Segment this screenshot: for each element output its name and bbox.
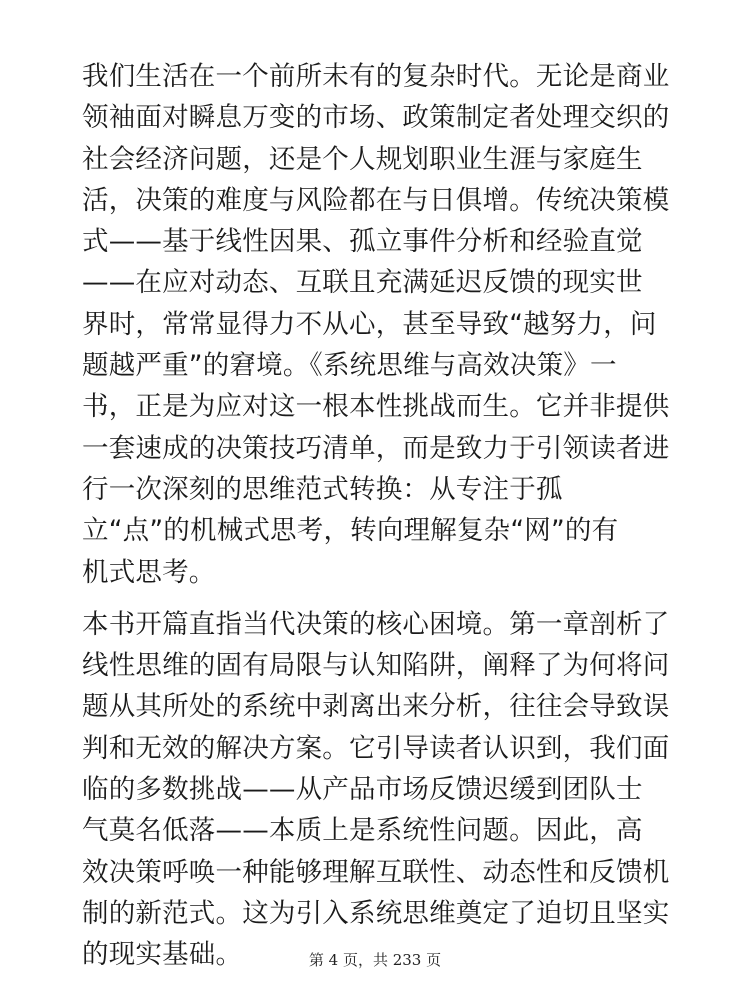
text-line: 书，正是为应对这一根本性挑战而生。它并非提供 (82, 391, 670, 423)
text-line: 领袖面对瞬息万变的市场、政策制定者处理交织的 (82, 102, 670, 134)
text-line: 我们生活在一个前所未有的复杂时代。无论是商业 (82, 61, 670, 92)
text-line: 的现实基础。 (82, 939, 243, 971)
paragraph-2 (82, 604, 682, 976)
text-line: 线性思维的固有局限与认知陷阱，阐释了为何将问 (82, 650, 670, 682)
text-line: 题从其所处的系统中剥离出来分析，往往会导致误 (82, 691, 670, 723)
page-number-footer: 第 4 页，共 233 页 (308, 951, 442, 969)
text-line: 一套速成的决策技巧清单，而是致力于引领读者进 (82, 432, 670, 464)
text-line: 社会经济问题，还是个人规划职业生涯与家庭生 (82, 143, 643, 175)
text-line: 效决策呼唤一种能够理解互联性、动态性和反馈机 (82, 856, 670, 888)
text-line: 临的多数挑战——从产品市场反馈迟缓到团队士 (82, 774, 643, 806)
text-line: 制的新范式。这为引入系统思维奠定了迫切且坚实 (82, 897, 670, 929)
text-line: 立“点”的机械式思考，转向理解复杂“网”的有 (82, 515, 619, 547)
text-line: 气莫名低落——本质上是系统性问题。因此，高 (82, 815, 643, 847)
text-line: 界时，常常显得力不从心，甚至导致“越努力，问 (82, 308, 657, 340)
text-line: 活，决策的难度与风险都在与日俱增。传统决策模 (82, 184, 670, 216)
body-text (82, 56, 682, 976)
text-line: 机式思考。 (82, 556, 216, 588)
text-line: 式——基于线性因果、孤立事件分析和经验直觉 (82, 226, 643, 258)
text-line: 判和无效的解决方案。它引导读者认识到，我们面 (82, 732, 670, 764)
text-line: ——在应对动态、互联且充满延迟反馈的现实世 (82, 267, 643, 299)
text-line: 题越严重”的窘境。《系统思维与高效决策》一 (82, 350, 617, 382)
paragraph-1 (82, 56, 682, 593)
text-line: 本书开篇直指当代决策的核心困境。第一章剖析了 (82, 608, 670, 640)
text-line: 行一次深刻的思维范式转换：从专注于孤 (82, 473, 563, 505)
